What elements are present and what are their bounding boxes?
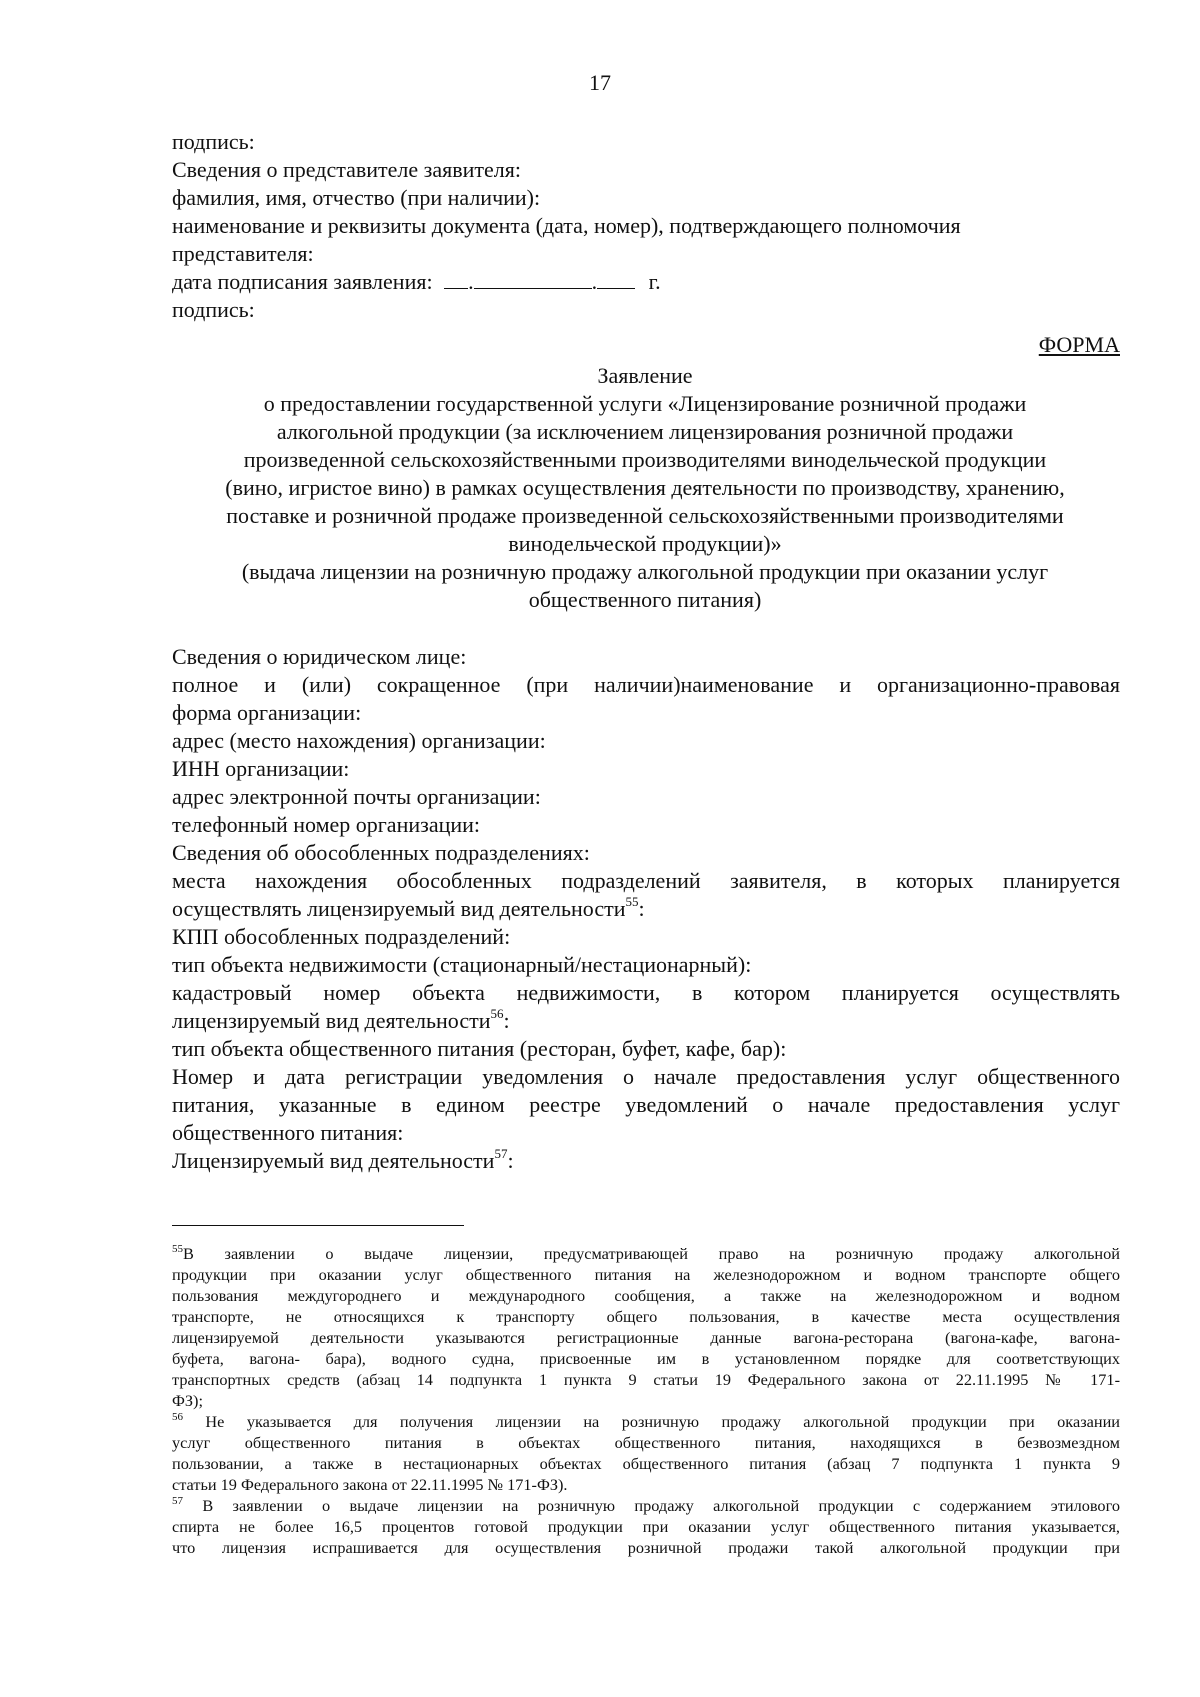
notice-label-end: общественного питания: — [172, 1120, 404, 1145]
document-label-cont: представителя: — [172, 241, 314, 266]
signature-label: подпись: — [172, 297, 255, 322]
fio-label: фамилия, имя, отчество (при наличии): — [172, 185, 541, 210]
signature-label: подпись: — [172, 129, 255, 154]
title-line: произведенной сельскохозяйственными производителями винодельческой продукции — [243, 447, 1047, 472]
title-line: общественного питания) — [528, 587, 762, 612]
footnote-line: что лицензия испрашивается для осуществления розничной продажи такой алкогольной продукции при — [172, 1538, 1120, 1557]
title-line: (вино, игристое вино) в рамках осуществления деятельности по производству, хранению, — [225, 475, 1065, 500]
title-line: о предоставлении государственной услуги «Лицензирование розничной продажи — [263, 391, 1027, 416]
footnote-55 — [172, 1243, 1120, 1264]
cadastral-label-cont: лицензируемый вид деятельности$^{56}$: — [172, 1005, 510, 1033]
footnote-line: транспортных средств (абзац 14 подпункта 1 пункта 9 статьи 19 Федерального закона от 22.11.1995 № 171- — [172, 1370, 1120, 1389]
inn-label: ИНН организации: — [172, 756, 350, 781]
page-number: 17 — [589, 70, 611, 95]
footnote-ref-55: 55 — [625, 893, 639, 909]
footnote-ref-56: 56 — [490, 1005, 504, 1021]
footnotes — [172, 1243, 1120, 1558]
date-label: дата подписания заявления: — [172, 269, 433, 294]
date-dot: . — [468, 269, 474, 294]
title-line: алкогольной продукции (за исключением лицензирования розничной продажи — [276, 419, 1014, 444]
activity-text: Лицензируемый вид деятельности — [172, 1148, 495, 1173]
footnote-text: Не указывается для получения лицензии на розничную продажу алкогольной продукции при оказании — [183, 1412, 1120, 1431]
footnote-line: буфета, вагона- бара), водного судна, присвоенные им в установленном порядке для соответствующих — [172, 1349, 1120, 1368]
name-label-cont: форма организации: — [172, 700, 362, 725]
footnote-line: продукции при оказании услуг общественного питания на железнодорожном и водном транспорте общего — [172, 1265, 1120, 1284]
footnote-line: транспорте, не относящихся к транспорту общего пользования, в качестве места осуществления — [172, 1307, 1120, 1326]
footnote-line: пользовании, а также в нестационарных объектах общественного питания (абзац 7 подпункта 1 пункта 9 — [172, 1454, 1120, 1473]
footnote-number: 57 — [172, 1494, 183, 1507]
footnote-56 — [172, 1411, 1120, 1432]
title-heading: Заявление — [597, 363, 693, 388]
footnote-line: пользования междугороднего и международного сообщения, а также на железнодорожном и водном — [172, 1286, 1120, 1305]
day-blank — [444, 268, 468, 289]
footnote-line: лицензируемой деятельности указываются регистрационные данные вагона-ресторана (вагона-кафе, вагона- — [172, 1328, 1120, 1347]
footnote-number: 56 — [172, 1410, 183, 1423]
footnote-ref-57: 57 — [494, 1145, 508, 1161]
date-line — [172, 268, 1120, 296]
footnote-number: 55 — [172, 1242, 183, 1255]
activity-label: Лицензируемый вид деятельности$^{57}$: — [172, 1145, 514, 1173]
title-line: винодельческой продукции)» — [508, 531, 782, 556]
branches-heading: Сведения об обособленных подразделениях: — [172, 840, 590, 865]
title-line: поставке и розничной продаже произведенной сельскохозяйственными производителями — [226, 503, 1064, 528]
address-label: адрес (место нахождения) организации: — [172, 728, 546, 753]
date-dot: . — [591, 269, 598, 294]
kpp-label: КПП обособленных подразделений: — [172, 924, 511, 949]
footnote-line: статьи 19 Федерального закона от 22.11.1995 № 171-ФЗ). — [172, 1475, 568, 1494]
title-line: (выдача лицензии на розничную продажу алкогольной продукции при оказании услуг — [241, 559, 1049, 584]
footnote-text: В заявлении о выдаче лицензии, предусматривающей право на розничную продажу алкогольной — [183, 1244, 1120, 1263]
footnote-line: услуг общественного питания в объектах общественного питания, находящихся в безвозмездном — [172, 1433, 1120, 1452]
property-type-label: тип объекта недвижимости (стационарный/нестационарный): — [172, 952, 752, 977]
month-blank — [474, 268, 592, 289]
name-label: полное и (или) сокращенное (при наличии)наименование и организационно-правовая — [172, 672, 1120, 697]
cadastral-label: кадастровый номер объекта недвижимости, в котором планируется осуществлять — [172, 980, 1120, 1005]
email-label: адрес электронной почты организации: — [172, 784, 541, 809]
notice-label: Номер и дата регистрации уведомления о начале предоставления услуг общественного — [172, 1064, 1120, 1089]
branches-label-cont: осуществлять лицензируемый вид деятельности$^{55}$: — [172, 893, 645, 921]
forma-label: ФОРМА — [1038, 332, 1120, 357]
representative-section — [172, 128, 1120, 324]
footnote-text: В заявлении о выдаче лицензии на розничную продажу алкогольной продукции с содержанием этилового — [183, 1496, 1120, 1515]
branches-label: места нахождения обособленных подразделений заявителя, в которых планируется — [172, 868, 1120, 893]
legal-entity-section — [172, 643, 1120, 1175]
year-blank — [597, 268, 635, 289]
branches-text: осуществлять лицензируемый вид деятельности — [172, 896, 626, 921]
footnote-line: спирта не более 16,5 процентов готовой продукции при оказании услуг общественного питания указывается, — [172, 1517, 1120, 1536]
footnote-divider — [172, 1225, 464, 1226]
form-title — [160, 362, 1130, 614]
document-label: наименование и реквизиты документа (дата, номер), подтверждающего полномочия — [172, 213, 961, 238]
representative-heading: Сведения о представителе заявителя: — [172, 157, 521, 182]
catering-type-label: тип объекта общественного питания (ресторан, буфет, кафе, бар): — [172, 1036, 787, 1061]
notice-label-cont: питания, указанные в едином реестре уведомлений о начале предоставления услуг — [172, 1092, 1120, 1117]
footnote-line: ФЗ); — [172, 1391, 203, 1410]
cadastral-text: лицензируемый вид деятельности — [172, 1008, 491, 1033]
legal-entity-heading: Сведения о юридическом лице: — [172, 644, 467, 669]
phone-label: телефонный номер организации: — [172, 812, 481, 837]
footnote-57 — [172, 1495, 1120, 1516]
year-suffix: г. — [648, 269, 661, 294]
